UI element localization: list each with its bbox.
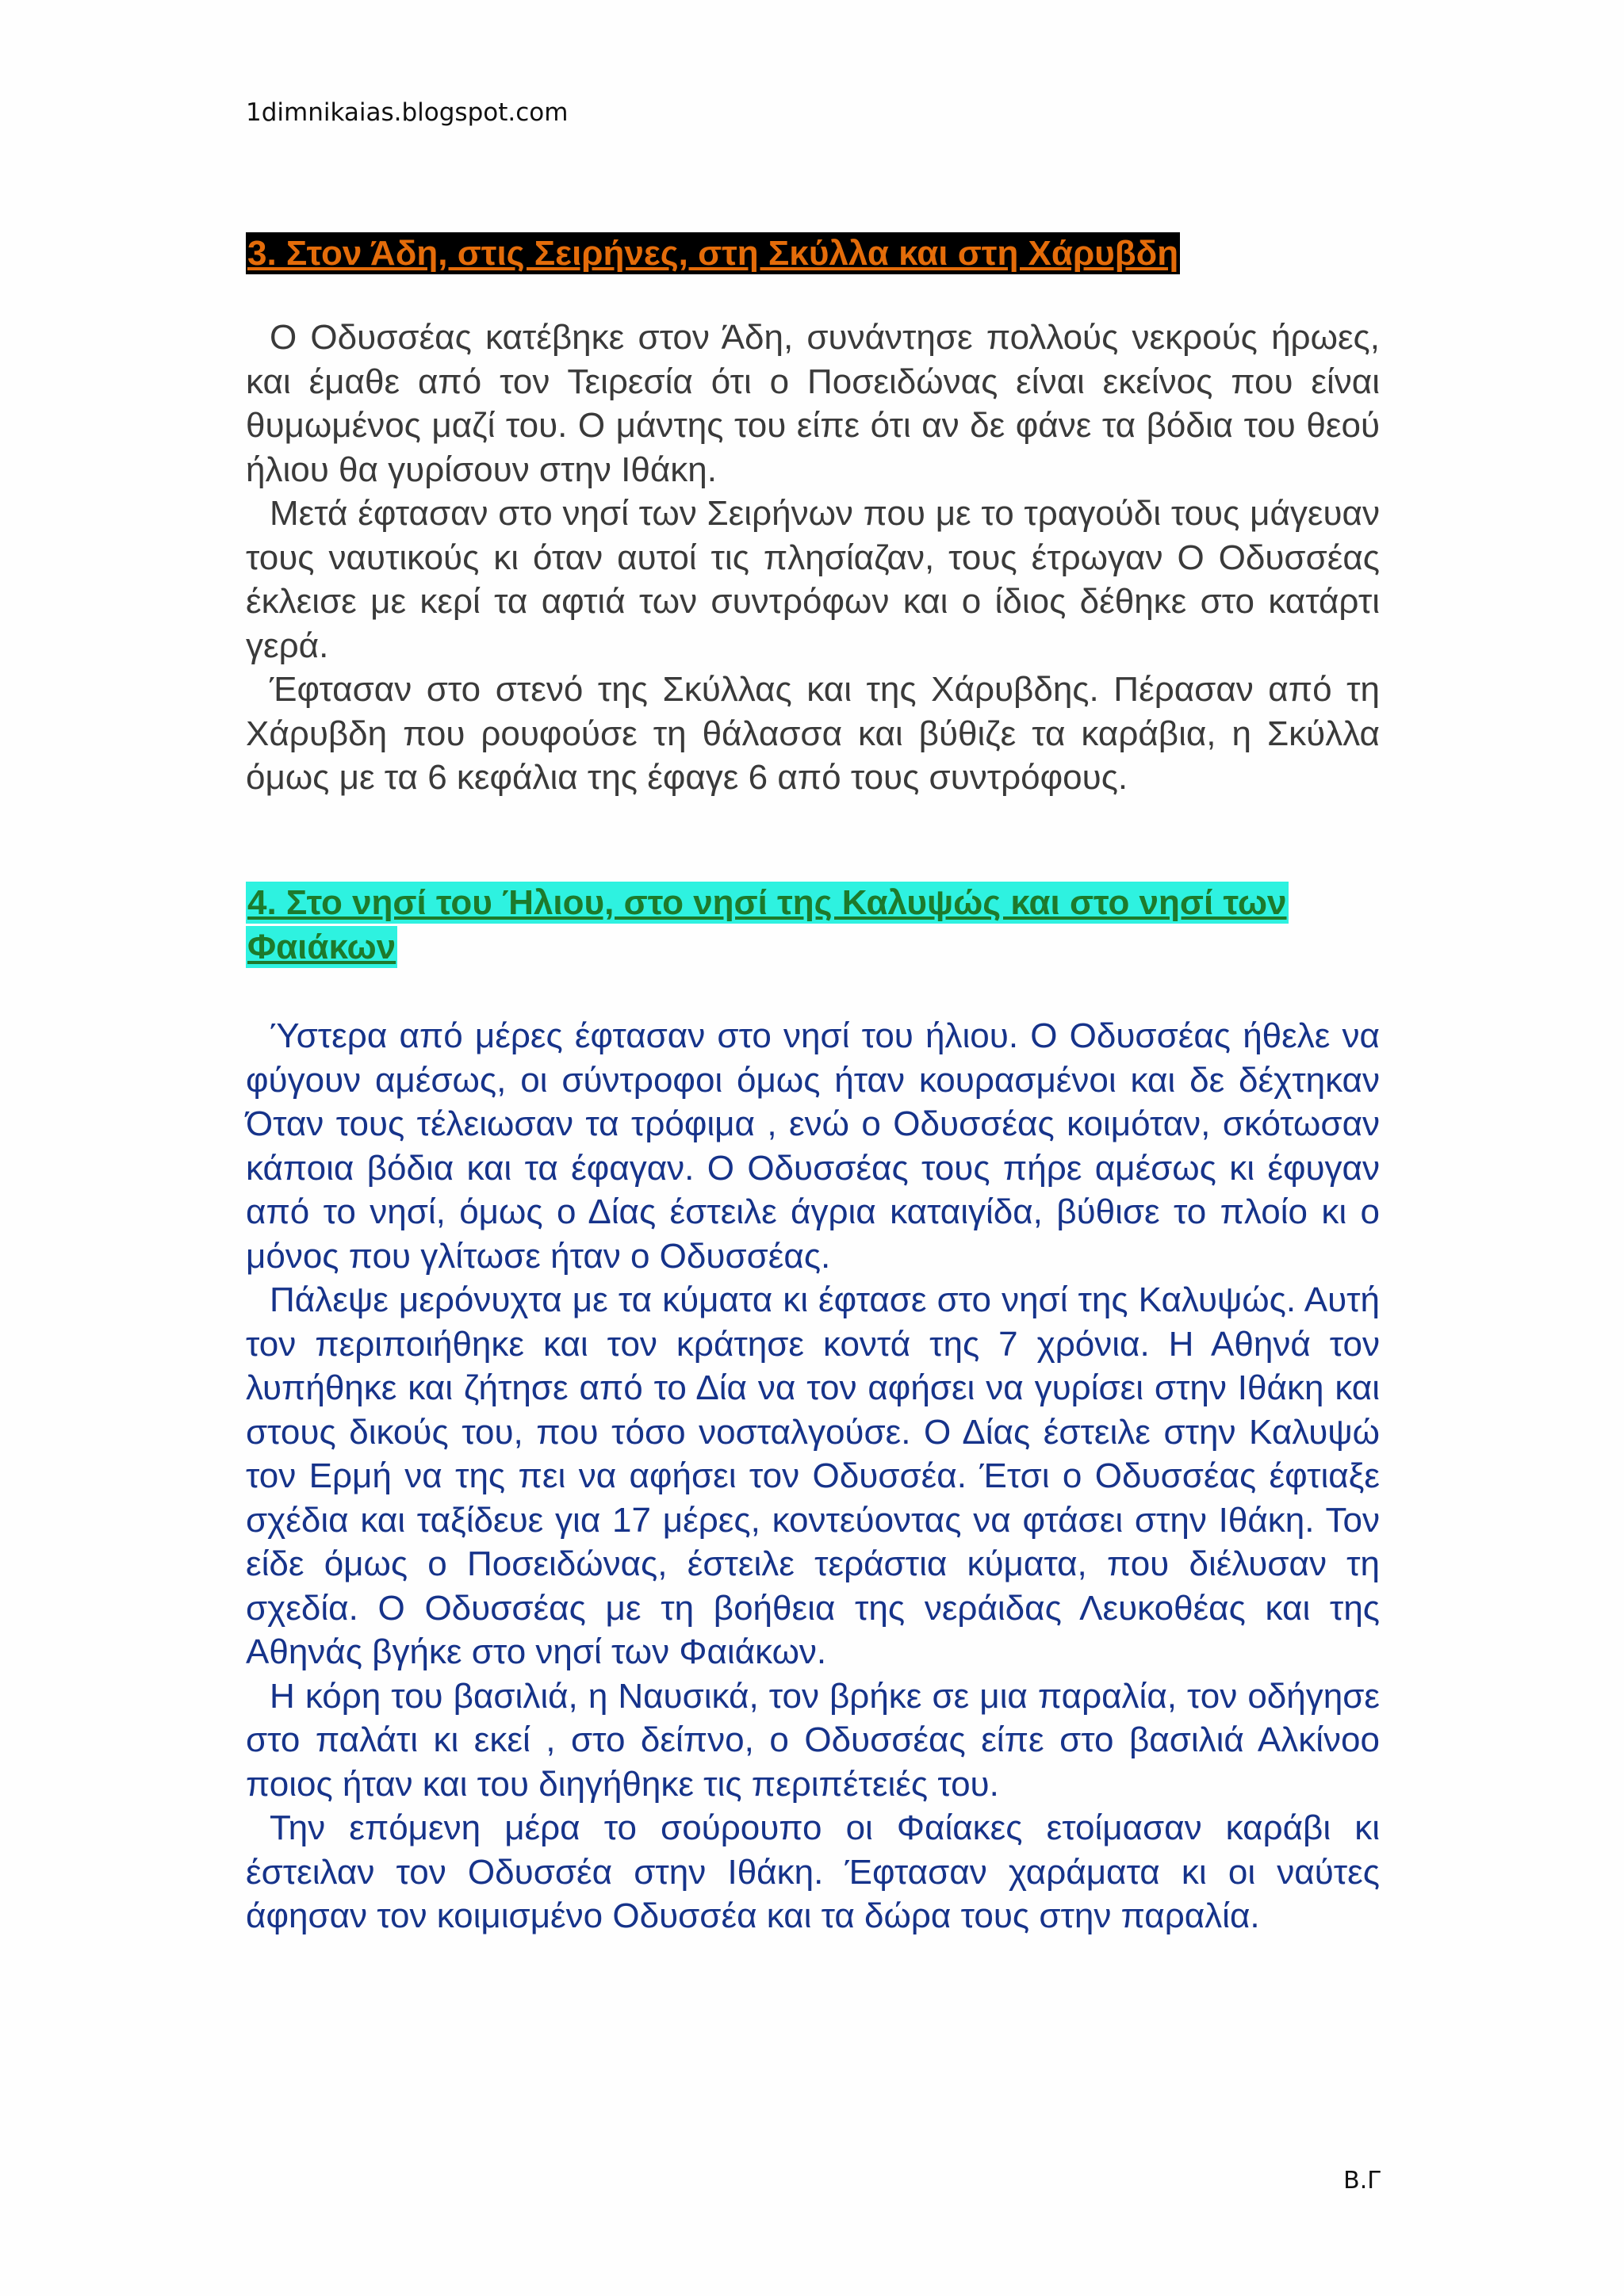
section-4	[246, 881, 1380, 1938]
section-4-heading: 4. Στο νησί του Ήλιου, στο νησί της Καλυψώς και στο νησί των Φαιάκων	[247, 883, 1287, 966]
paragraph: Την επόμενη μέρα το σούρουπο οι Φαίακες ετοίμασαν καράβι κι έστειλαν τον Οδυσσέα στην Ιθάκη. Έφτασαν χαράματα κι οι ναύτες άφησαν τον κοιμισμένο Οδυσσέα και τα δώρα τους στην παραλία.	[246, 1808, 1380, 1935]
paragraph: Ύστερα από μέρες έφτασαν στο νησί του ήλιου. Ο Οδυσσέας ήθελε να φύγουν αμέσως, οι σύντροφοι όμως ήταν κουρασμένοι και δε δέχτηκαν Όταν τους τέλειωσαν τα τρόφιμα , ενώ ο Οδυσσέας κοιμόταν, σκότωσαν κάποια βόδια και τα έφαγαν. Ο Οδυσσέας τους πήρε αμέσως κι έφυγαν από το νησί, όμως ο Δίας έστειλε άγρια καταιγίδα, βύθισε το πλοίο κι ο μόνος που γλίτωσε ήταν ο Οδυσσέας.	[246, 1016, 1380, 1276]
paragraph: Έφτασαν στο στενό της Σκύλλας και της Χάρυβδης. Πέρασαν από τη Χάρυβδη που ρουφούσε τη θάλασσα και βύθιζε τα καράβια, η Σκύλλα όμως με τα 6 κεφάλια της έφαγε 6 από τους συντρόφους.	[246, 670, 1380, 797]
section-3-heading: 3. Στον Άδη, στις Σειρήνες, στη Σκύλλα και στη Χάρυβδη	[247, 234, 1179, 273]
site-header: 1dimnikaias.blogspot.com	[246, 98, 569, 127]
paragraph: Ο Οδυσσέας κατέβηκε στον Άδη, συνάντησε πολλούς νεκρούς ήρωες, και έμαθε από τον Τειρεσία ότι ο Ποσειδώνας είναι εκείνος που είναι θυμωμένος μαζί του. Ο μάντης του είπε ότι αν δε φάνε τα βόδια του θεού ήλιου θα γυρίσουν στην Ιθάκη.	[246, 318, 1380, 489]
footer-initials: Β.Γ	[1343, 2167, 1381, 2195]
paragraph: Μετά έφτασαν στο νησί των Σειρήνων που με το τραγούδι τους μάγευαν τους ναυτικούς κι όταν αυτοί τις πλησίαζαν, τους έτρωγαν Ο Οδυσσέας έκλεισε με κερί τα αφτιά των συντρόφων και ο ίδιος δέθηκε στο κατάρτι γερά.	[246, 494, 1380, 665]
section-3-body	[246, 316, 1380, 800]
section-3	[246, 232, 1380, 800]
paragraph: Πάλεψε μερόνυχτα με τα κύματα κι έφτασε στο νησί της Καλυψώς. Αυτή τον περιποιήθηκε και τον κράτησε κοντά της 7 χρόνια. Η Αθηνά τον λυπήθηκε και ζήτησε από το Δία να τον αφήσει να γυρίσει στην Ιθάκη και στους δικούς του, που τόσο νοσταλγούσε. Ο Δίας έστειλε στην Καλυψώ τον Ερμή να της πει να αφήσει τον Οδυσσέα. Έτσι ο Οδυσσέας έφτιαξε σχέδια και ταξίδευε για 17 μέρες, κοντεύοντας να φτάσει στην Ιθάκη. Τον είδε όμως ο Ποσειδώνας, έστειλε τεράστια κύματα, που διέλυσαν τη σχεδία. Ο Οδυσσέας με τη βοήθεια της νεράιδας Λευκοθέας και της Αθηνάς βγήκε στο νησί των Φαιάκων.	[246, 1280, 1380, 1671]
paragraph: Η κόρη του βασιλιά, η Ναυσικά, τον βρήκε σε μια παραλία, τον οδήγησε στο παλάτι κι εκεί , στο δείπνο, ο Οδυσσέας είπε στο βασιλιά Αλκίνοο ποιος ήταν και του διηγήθηκε τις περιπέτειές του.	[246, 1676, 1380, 1804]
section-4-body	[246, 1014, 1380, 1938]
